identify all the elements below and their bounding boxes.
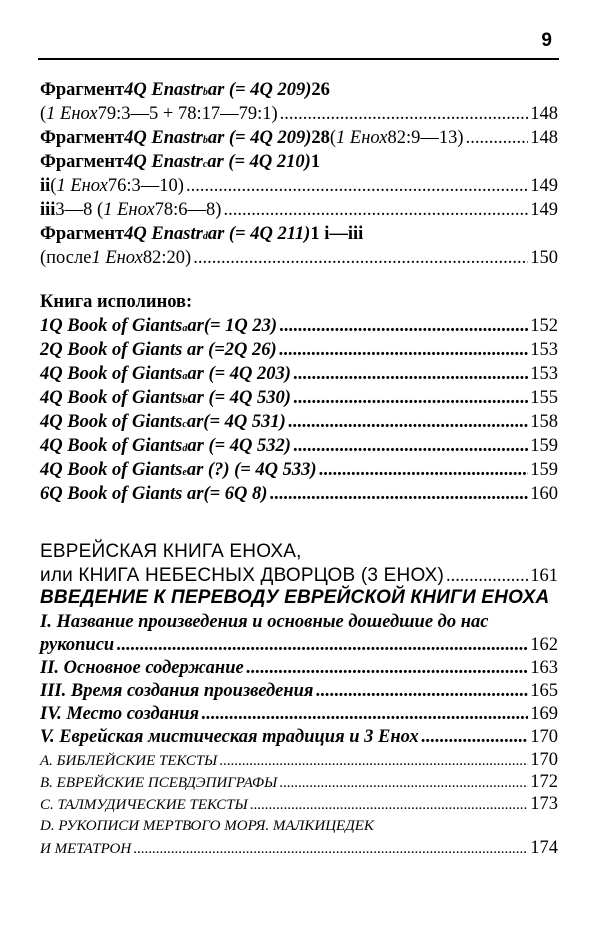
page-ref: 153 (530, 364, 558, 384)
page-ref: 172 (530, 772, 558, 792)
toc-entry: 6Q Book of Giants ar(= 6Q 8) ..... 160 (40, 482, 558, 506)
section-title: ЕВРЕЙСКАЯ КНИГА ЕНОХА, (40, 541, 302, 562)
toc-entry: ( 1 Енох 79:3—5 + 78:17—79:1) ..... 148 (40, 102, 558, 126)
page-ref: 152 (530, 316, 558, 336)
toc-entry: D. РУКОПИСИ МЕРТВОГО МОРЯ. МАЛКИЦЕДЕК (40, 818, 374, 834)
toc-entry: Фрагмент 4Q Enastr c ar (= 4Q 210) 1 (40, 152, 321, 172)
page-ref: 159 (530, 460, 558, 480)
page-ref: 170 (530, 750, 558, 770)
header-rule (38, 58, 559, 60)
toc-entry: IV. Место создания ..... 169 (40, 702, 558, 726)
toc-entry: 2Q Book of Giants ar (=2Q 26) ..... 153 (40, 338, 558, 362)
page-ref: 161 (530, 566, 558, 586)
toc-entry: И МЕТАТРОН ..... 174 (40, 836, 558, 860)
page-ref: 162 (530, 635, 558, 655)
toc-entry: 4Q Book of Giants c ar(= 4Q 531) ..... 158 (40, 410, 558, 434)
toc-entry: I. Название произведения и основные дошедшие до нас (40, 612, 489, 632)
page-ref: 159 (530, 436, 558, 456)
toc-entry: С. ТАЛМУДИЧЕСКИЕ ТЕКСТЫ ..... 173 (40, 792, 558, 816)
page-ref: 158 (530, 412, 558, 432)
toc-entry: А. БИБЛЕЙСКИЕ ТЕКСТЫ ..... 170 (40, 748, 558, 772)
page-ref: 163 (530, 658, 558, 678)
toc-entry: Фрагмент 4Q Enastr d ar (= 4Q 211) 1 i—iii (40, 224, 364, 244)
toc-entry: B. ЕВРЕЙСКИЕ ПСЕВДЭПИГРАФЫ ..... 172 (40, 770, 558, 794)
toc-entry: II. Основное содержание ..... 163 (40, 656, 558, 680)
toc-entry: 4Q Book of Giants e ar (?) (= 4Q 533) ..... 159 (40, 458, 558, 482)
page-ref: 148 (530, 128, 558, 148)
page-ref: 148 (530, 104, 558, 124)
toc-entry: ii ( 1 Енох 76:3—10) ..... 149 (40, 174, 558, 198)
page-ref: 173 (530, 794, 558, 814)
section-heading: ВВЕДЕНИЕ К ПЕРЕВОДУ ЕВРЕЙСКОЙ КНИГИ ЕНОХА (40, 587, 550, 608)
section-heading: Книга исполинов: (40, 292, 193, 312)
page-ref: 155 (530, 388, 558, 408)
toc-entry: 4Q Book of Giants b ar (= 4Q 530) ..... 155 (40, 386, 558, 410)
page-ref: 160 (530, 484, 558, 504)
toc-entry: 4Q Book of Giants a ar (= 4Q 203) ..... 153 (40, 362, 558, 386)
toc-entry: Фрагмент 4Q Enastr b ar (= 4Q 209) 28 ( 1 Енох 82:9—13) ..... 148 (40, 126, 558, 150)
toc-entry: рукописи ..... 162 (40, 633, 558, 657)
toc-entry: V. Еврейская мистическая традиция и 3 Енох ..... 170 (40, 725, 558, 749)
page-ref: 165 (530, 681, 558, 701)
page-ref: 170 (530, 727, 558, 747)
page-ref: 150 (530, 248, 558, 268)
page-ref: 149 (530, 200, 558, 220)
toc-entry: или КНИГА НЕБЕСНЫХ ДВОРЦОВ (3 ЕНОХ) ..... 161 (40, 564, 558, 588)
toc-entry: III. Время создания произведения ..... 165 (40, 679, 558, 703)
page-ref: 149 (530, 176, 558, 196)
page-number: 9 (541, 30, 552, 51)
toc-entry: Фрагмент 4Q Enastr b ar (= 4Q 209) 26 (40, 80, 330, 100)
page-ref: 153 (530, 340, 558, 360)
page-ref: 174 (530, 838, 558, 858)
page-ref: 169 (530, 704, 558, 724)
toc-entry: (после 1 Енох 82:20) ..... 150 (40, 246, 558, 270)
toc-entry: 4Q Book of Giants d ar (= 4Q 532) ..... 159 (40, 434, 558, 458)
toc-entry: 1Q Book of Giants a ar(= 1Q 23) ..... 152 (40, 314, 558, 338)
toc-entry: iii 3—8 ( 1 Енох 78:6—8) ..... 149 (40, 198, 558, 222)
